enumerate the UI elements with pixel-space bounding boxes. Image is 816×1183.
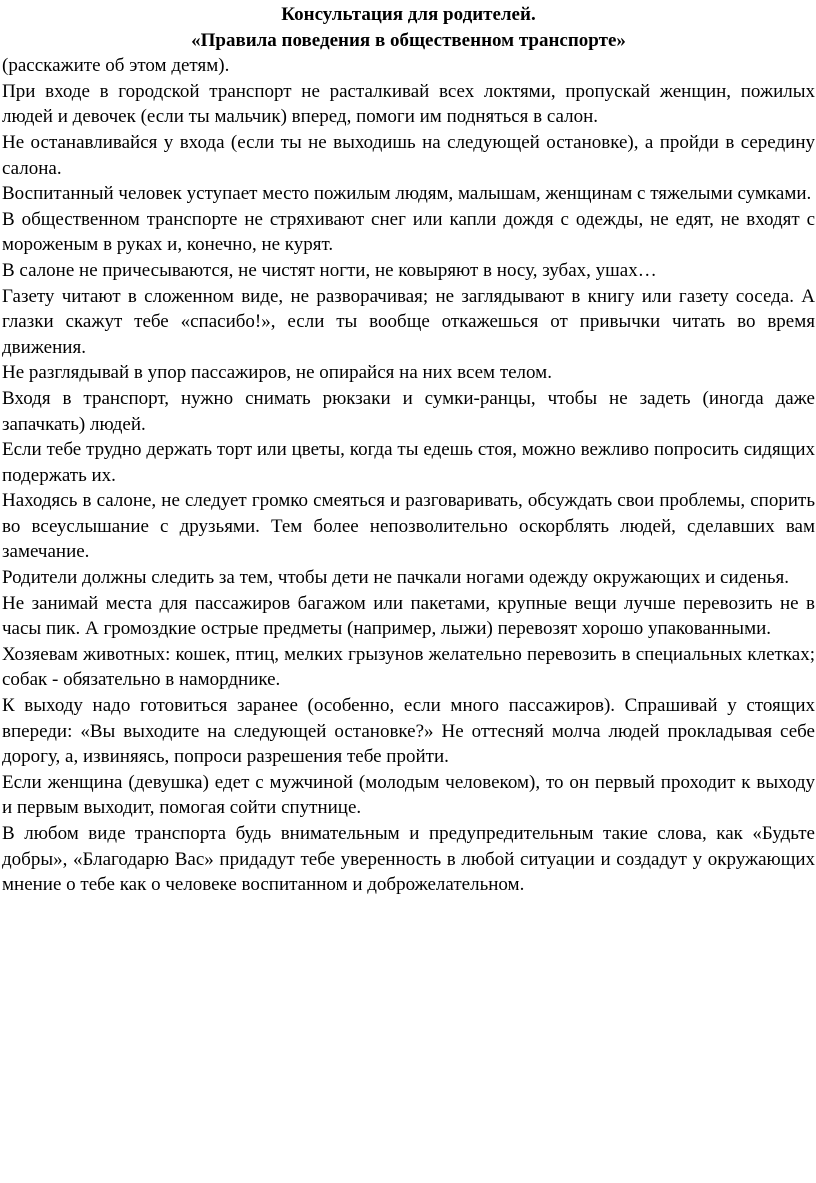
paragraph-12: Не занимай места для пассажиров багажом или пакетами, крупные вещи лучше перевозить не в часы пик. А громоздкие острые предметы (например, лыжи) перевозят хорошо упакованными. xyxy=(2,592,815,640)
paragraph-8: Входя в транспорт, нужно снимать рюкзаки и сумки-ранцы, чтобы не задеть (иногда даже запачкать) людей. xyxy=(2,387,815,435)
paragraph-5: В салоне не причесываются, не чистят ногти, не ковыряют в носу, зубах, ушах… xyxy=(2,259,657,281)
paragraph-13: Хозяевам животных: кошек, птиц, мелких грызунов желательно перевозить в специальных клетках; собак - обязательно в наморднике. xyxy=(2,643,815,691)
paragraph-4: В общественном транспорте не стряхивают снег или капли дождя с одежды, не едят, не входят с мороженым в руках и, конечно, не курят. xyxy=(2,208,815,256)
paragraph-3: Воспитанный человек уступает место пожилым людям, малышам, женщинам с тяжелыми сумками. xyxy=(2,183,812,205)
document-title-line-1: Консультация для родителей. xyxy=(281,4,536,25)
document-title-line-2: «Правила поведения в общественном транспорте» xyxy=(191,29,626,51)
paragraph-16: В любом виде транспорта будь внимательным и предупредительным такие слова, как «Будьте добры», «Благодарю Вас» придадут тебе уверенность в любой ситуации и создадут у окружающих мнение о тебе как о человеке воспитанном и доброжелательном. xyxy=(2,823,815,896)
paragraph-6: Газету читают в сложенном виде, не разворачивая; не заглядывают в книгу или газету соседа. А глазки скажут тебе «спасибо!», если ты вообще откажешься от привычки читать во время движения. xyxy=(2,285,815,358)
paragraph-1: При входе в городской транспорт не расталкивай всех локтями, пропускай женщин, пожилых людей и девочек (если ты мальчик) вперед, помоги им подняться в салон. xyxy=(2,80,815,128)
paragraph-7: Не разглядывай в упор пассажиров, не опирайся на них всем телом. xyxy=(2,362,552,384)
paragraph-2: Не останавливайся у входа (если ты не выходишь на следующей остановке), а пройди в середину салона. xyxy=(2,131,815,179)
document-page xyxy=(2,2,815,898)
document-subtitle: (расскажите об этом детям). xyxy=(2,55,230,77)
paragraph-14: К выходу надо готовиться заранее (особенно, если много пассажиров). Спрашивай у стоящих впереди: «Вы выходите на следующей остановке?» Не оттесняй молча людей прокладывая себе дорогу, а, извиняясь, попроси разрешения тебе пройти. xyxy=(2,695,815,768)
paragraph-10: Находясь в салоне, не следует громко смеяться и разговаривать, обсуждать свои проблемы, спорить во всеуслышание с друзьями. Тем более непозволительно оскорблять людей, сделавших вам замечание. xyxy=(2,490,815,563)
paragraph-15: Если женщина (девушка) едет с мужчиной (молодым человеком), то он первый проходит к выходу и первым выходит, помогая сойти спутнице. xyxy=(2,771,815,819)
paragraph-11: Родители должны следить за тем, чтобы дети не пачкали ногами одежду окружающих и сиденья. xyxy=(2,567,790,589)
paragraph-9: Если тебе трудно держать торт или цветы, когда ты едешь стоя, можно вежливо попросить сидящих подержать их. xyxy=(2,439,815,486)
